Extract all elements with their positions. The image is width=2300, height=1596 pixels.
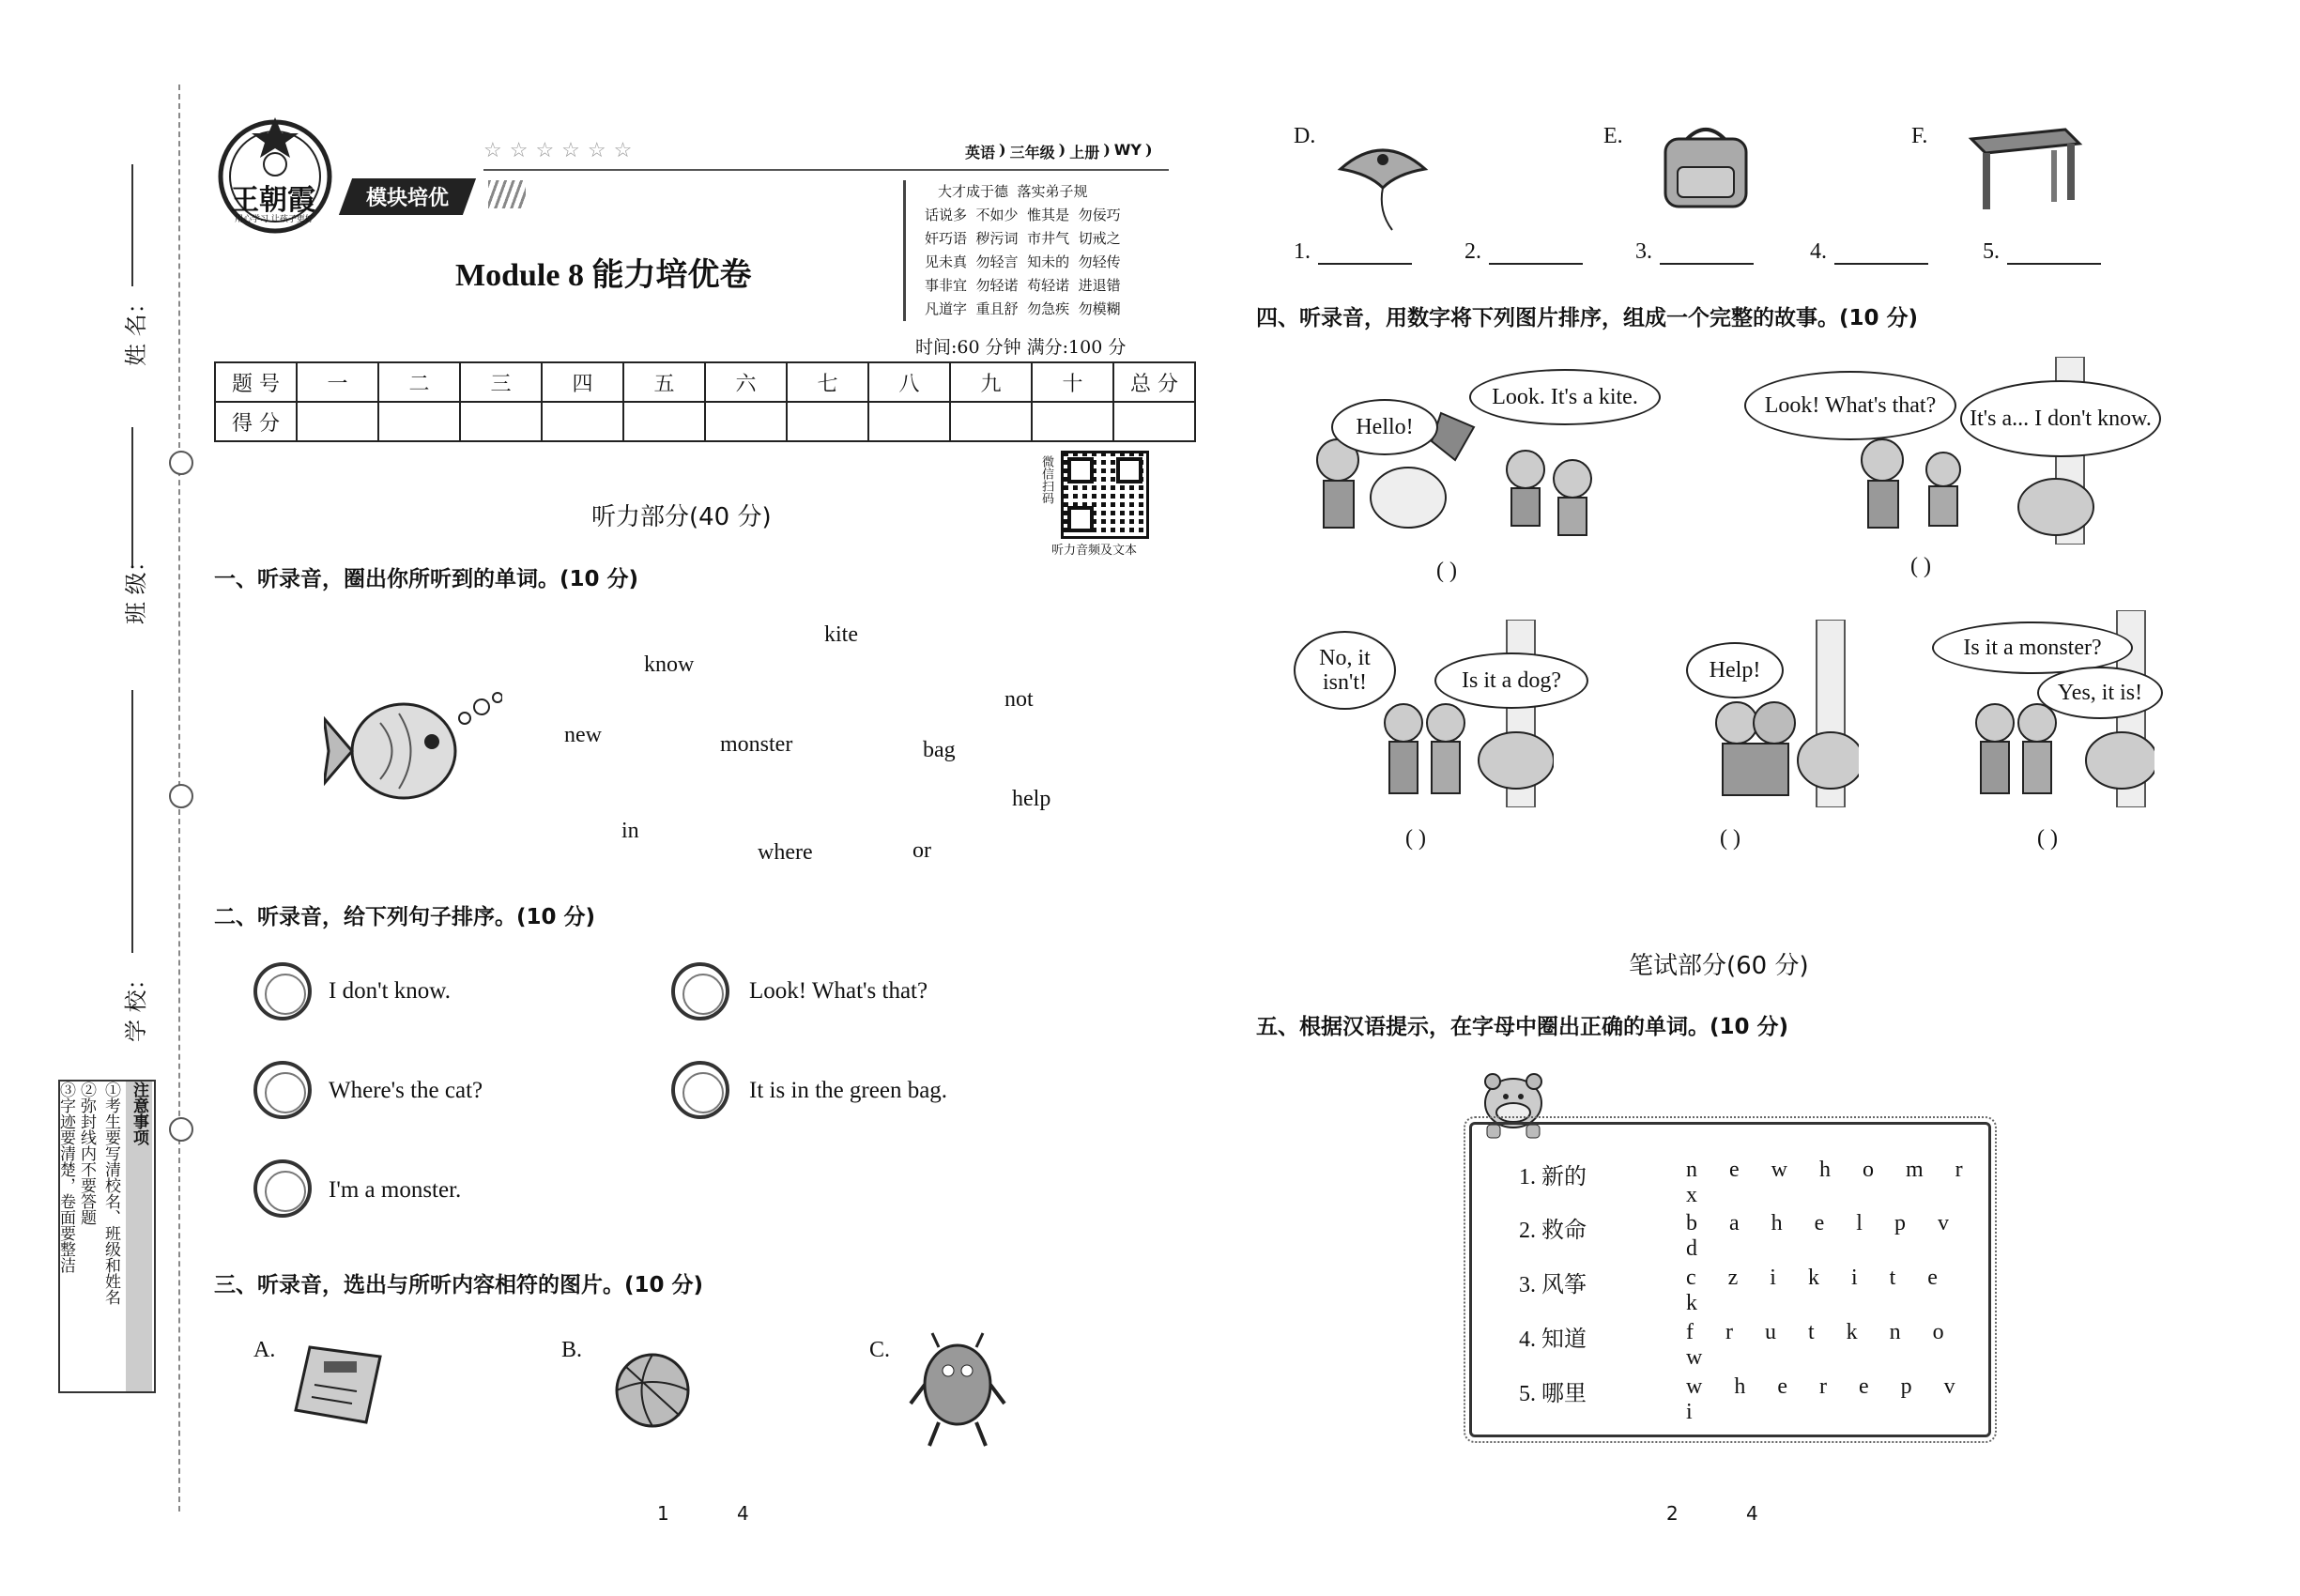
section-banner: 模块培优 — [339, 178, 476, 215]
score-col-header: 三 — [460, 362, 542, 402]
puzzle-letters[interactable]: n e w h o m r x — [1686, 1158, 1976, 1207]
score-cell[interactable] — [705, 402, 787, 441]
listening-heading: 听力部分(40 分) — [591, 503, 772, 531]
score-cell[interactable] — [868, 402, 950, 441]
score-cell[interactable] — [1032, 402, 1113, 441]
option-label: D. — [1294, 124, 1316, 148]
score-table-score-row — [215, 402, 1195, 441]
proverb-line: 话说多 不如少 惟其是 勿佞巧 — [925, 207, 1121, 223]
order-paren[interactable]: ( ) — [1405, 826, 1426, 851]
score-cell[interactable] — [950, 402, 1032, 441]
schoolbag-icon[interactable] — [1654, 120, 1757, 218]
puzzle-prompt: 1. 新的 — [1519, 1165, 1587, 1189]
q2-sentence: Where's the cat? — [329, 1078, 483, 1103]
page-number: 4 — [1746, 1502, 1758, 1525]
order-circle[interactable] — [671, 1061, 729, 1119]
tag-subject: 英语 — [965, 144, 996, 161]
writing-heading: 笔试部分(60 分) — [1629, 952, 1809, 980]
notice-title: 注意事项 — [126, 1082, 152, 1391]
banner-stripes — [488, 180, 526, 208]
kite-icon[interactable] — [1331, 131, 1434, 238]
score-col-header: 二 — [378, 362, 460, 402]
class-label: 班 级： — [123, 549, 149, 624]
q2-sentence: I don't know. — [329, 978, 451, 1004]
tag-edition: WY — [1113, 141, 1142, 159]
order-paren[interactable]: ( ) — [1720, 826, 1740, 851]
q1-word[interactable]: help — [1012, 787, 1051, 811]
option-label: B. — [561, 1338, 583, 1362]
proverb-line: 凡道字 重且舒 勿急疾 勿模糊 — [925, 300, 1121, 317]
order-circle[interactable] — [253, 1159, 312, 1218]
answer-blank[interactable]: 5. — [1983, 239, 2101, 265]
notice-item: ③字迹要清楚，卷面要整洁 — [56, 1082, 75, 1273]
q1-word[interactable]: in — [621, 819, 639, 843]
speech-bubble: Is it a dog? — [1434, 652, 1588, 709]
time-info: 时间:60 分钟 满分:100 分 — [915, 337, 1127, 358]
qr-caption: 听力音频及文本 — [1051, 544, 1138, 558]
order-circle[interactable] — [671, 962, 729, 1021]
brand-logo — [214, 113, 336, 235]
binding-hole-icon — [169, 1117, 193, 1142]
score-cell[interactable] — [787, 402, 868, 441]
speech-bubble: It's a... I don't know. — [1960, 380, 2161, 457]
binding-hole-icon — [169, 784, 193, 808]
notice-box — [58, 1080, 156, 1393]
score-col-header: 一 — [297, 362, 378, 402]
page-title: Module 8 能力培优卷 — [455, 258, 752, 293]
q1-word[interactable]: new — [564, 723, 602, 747]
binding-hole-icon — [169, 451, 193, 475]
score-cell[interactable] — [1113, 402, 1195, 441]
proverb-line: 奸巧语 秽污词 市井气 切戒之 — [925, 230, 1121, 247]
page-number: 4 — [737, 1502, 749, 1525]
fish-icon — [324, 690, 502, 816]
score-col-header: 六 — [705, 362, 787, 402]
answer-blank[interactable]: 1. — [1294, 239, 1412, 265]
speech-bubble: No, it isn't! — [1294, 631, 1396, 710]
q1-word[interactable]: monster — [720, 732, 793, 757]
brand-slogan: 用心学习 让孩子更好 — [235, 215, 314, 224]
q3-title: 三、听录音，选出与所听内容相符的图片。(10 分) — [214, 1273, 704, 1297]
story-scene — [1375, 620, 1554, 811]
score-cell[interactable] — [378, 402, 460, 441]
q4-title: 四、听录音，用数字将下列图片排序，组成一个完整的故事。(10 分) — [1256, 306, 1919, 330]
q1-word[interactable]: bag — [923, 738, 956, 762]
score-col-header: 七 — [787, 362, 868, 402]
order-paren[interactable]: ( ) — [2037, 826, 2058, 851]
puzzle-row — [1519, 1320, 1587, 1353]
name-label: 姓 名： — [123, 291, 149, 366]
speech-bubble: Look! What's that? — [1744, 371, 1956, 440]
q5-title: 五、根据汉语提示，在字母中圈出正确的单词。(10 分) — [1256, 1015, 1789, 1039]
q1-word[interactable]: where — [758, 840, 813, 865]
puzzle-letters[interactable]: f r u t k n o w — [1686, 1320, 1957, 1370]
order-circle[interactable] — [253, 1061, 312, 1119]
order-paren[interactable]: ( ) — [1436, 559, 1457, 583]
subject-tags: 英语 ) 三年级 ) 上册 ) WY ) — [965, 141, 1153, 161]
option-label: A. — [253, 1338, 276, 1362]
monster-icon[interactable] — [906, 1328, 1009, 1454]
school-line — [131, 690, 133, 953]
q1-word[interactable]: or — [912, 838, 931, 863]
speech-bubble: Look. It's a kite. — [1469, 369, 1661, 425]
puzzle-row — [1519, 1374, 1587, 1407]
score-row-label: 得 分 — [215, 402, 297, 441]
score-row-label: 题 号 — [215, 362, 297, 402]
proverb-line: 事非宜 勿轻诺 苟轻诺 进退错 — [925, 277, 1121, 294]
school-label: 学 校： — [123, 967, 149, 1042]
option-label: E. — [1603, 124, 1623, 148]
qr-side-text: 微信扫码 — [1039, 455, 1053, 504]
score-col-header: 十 — [1032, 362, 1113, 402]
ball-icon[interactable] — [612, 1350, 693, 1435]
puzzle-prompt: 4. 知道 — [1519, 1327, 1587, 1352]
score-col-header: 四 — [542, 362, 623, 402]
option-label: C. — [869, 1338, 891, 1362]
q1-title: 一、听录音，圈出你所听到的单词。(10 分) — [214, 567, 639, 591]
desk-icon[interactable] — [1962, 120, 2084, 218]
order-circle[interactable] — [253, 962, 312, 1021]
score-cell[interactable] — [460, 402, 542, 441]
puzzle-letters[interactable]: w h e r e p v i — [1686, 1374, 1969, 1424]
puzzle-letters[interactable]: b a h e l p v d — [1686, 1211, 1962, 1261]
q1-word[interactable]: not — [1004, 687, 1034, 712]
speech-bubble: Hello! — [1331, 399, 1438, 455]
score-table-header-row — [215, 362, 1195, 402]
option-label: F. — [1911, 124, 1928, 148]
score-col-header: 九 — [950, 362, 1032, 402]
score-col-header: 总 分 — [1113, 362, 1195, 402]
q1-word[interactable]: kite — [824, 622, 858, 647]
page-number: 1 — [657, 1502, 669, 1525]
class-line — [131, 427, 133, 568]
puzzle-row — [1519, 1158, 1587, 1190]
qr-code-icon[interactable] — [1061, 451, 1149, 539]
q2-sentence: Look! What's that? — [749, 978, 928, 1004]
page-number: 2 — [1666, 1502, 1679, 1525]
puzzle-prompt: 2. 救命 — [1519, 1219, 1587, 1243]
letter-puzzle-box — [1469, 1122, 1991, 1437]
q2-sentence: I'm a monster. — [329, 1177, 462, 1203]
answer-blank[interactable]: 4. — [1810, 239, 1928, 265]
brand-name: 王朝霞 — [231, 184, 315, 217]
name-line — [131, 164, 133, 286]
proverb-line: 见未真 勿轻言 知未的 勿轻传 — [925, 253, 1121, 270]
q1-word[interactable]: know — [644, 652, 695, 677]
score-cell[interactable] — [623, 402, 705, 441]
speech-bubble: Is it a monster? — [1932, 622, 2133, 674]
puzzle-prompt: 3. 风筝 — [1519, 1273, 1587, 1297]
q2-sentence: It is in the green bag. — [749, 1078, 948, 1103]
puzzle-letters[interactable]: c z i k i t e k — [1686, 1266, 1951, 1315]
score-table — [214, 361, 1196, 442]
tag-term: 上册 — [1069, 144, 1100, 161]
tag-grade: 三年级 — [1009, 144, 1055, 161]
proverb-block — [903, 180, 1121, 321]
proverb-title: 大才成于德 落实弟子规 — [938, 183, 1088, 200]
notice-item: ①考生要写清校名、班级和姓名 — [101, 1082, 120, 1305]
puzzle-row — [1519, 1266, 1587, 1298]
q2-title: 二、听录音，给下列句子排序。(10 分) — [214, 905, 596, 929]
score-cell[interactable] — [542, 402, 623, 441]
order-paren[interactable]: ( ) — [1910, 554, 1931, 578]
score-cell[interactable] — [297, 402, 378, 441]
book-icon[interactable] — [291, 1343, 385, 1431]
speech-bubble: Help! — [1686, 642, 1784, 698]
score-col-header: 八 — [868, 362, 950, 402]
difficulty-stars: ☆☆☆☆☆☆ — [483, 139, 640, 162]
speech-bubble: Yes, it is! — [2037, 667, 2163, 719]
answer-blank[interactable]: 3. — [1635, 239, 1754, 265]
puzzle-prompt: 5. 哪里 — [1519, 1382, 1587, 1406]
puzzle-row — [1519, 1211, 1587, 1244]
notice-item: ②弥封线内不要答题 — [77, 1082, 96, 1225]
header-rule — [483, 169, 1169, 171]
answer-blank[interactable]: 2. — [1464, 239, 1583, 265]
score-col-header: 五 — [623, 362, 705, 402]
